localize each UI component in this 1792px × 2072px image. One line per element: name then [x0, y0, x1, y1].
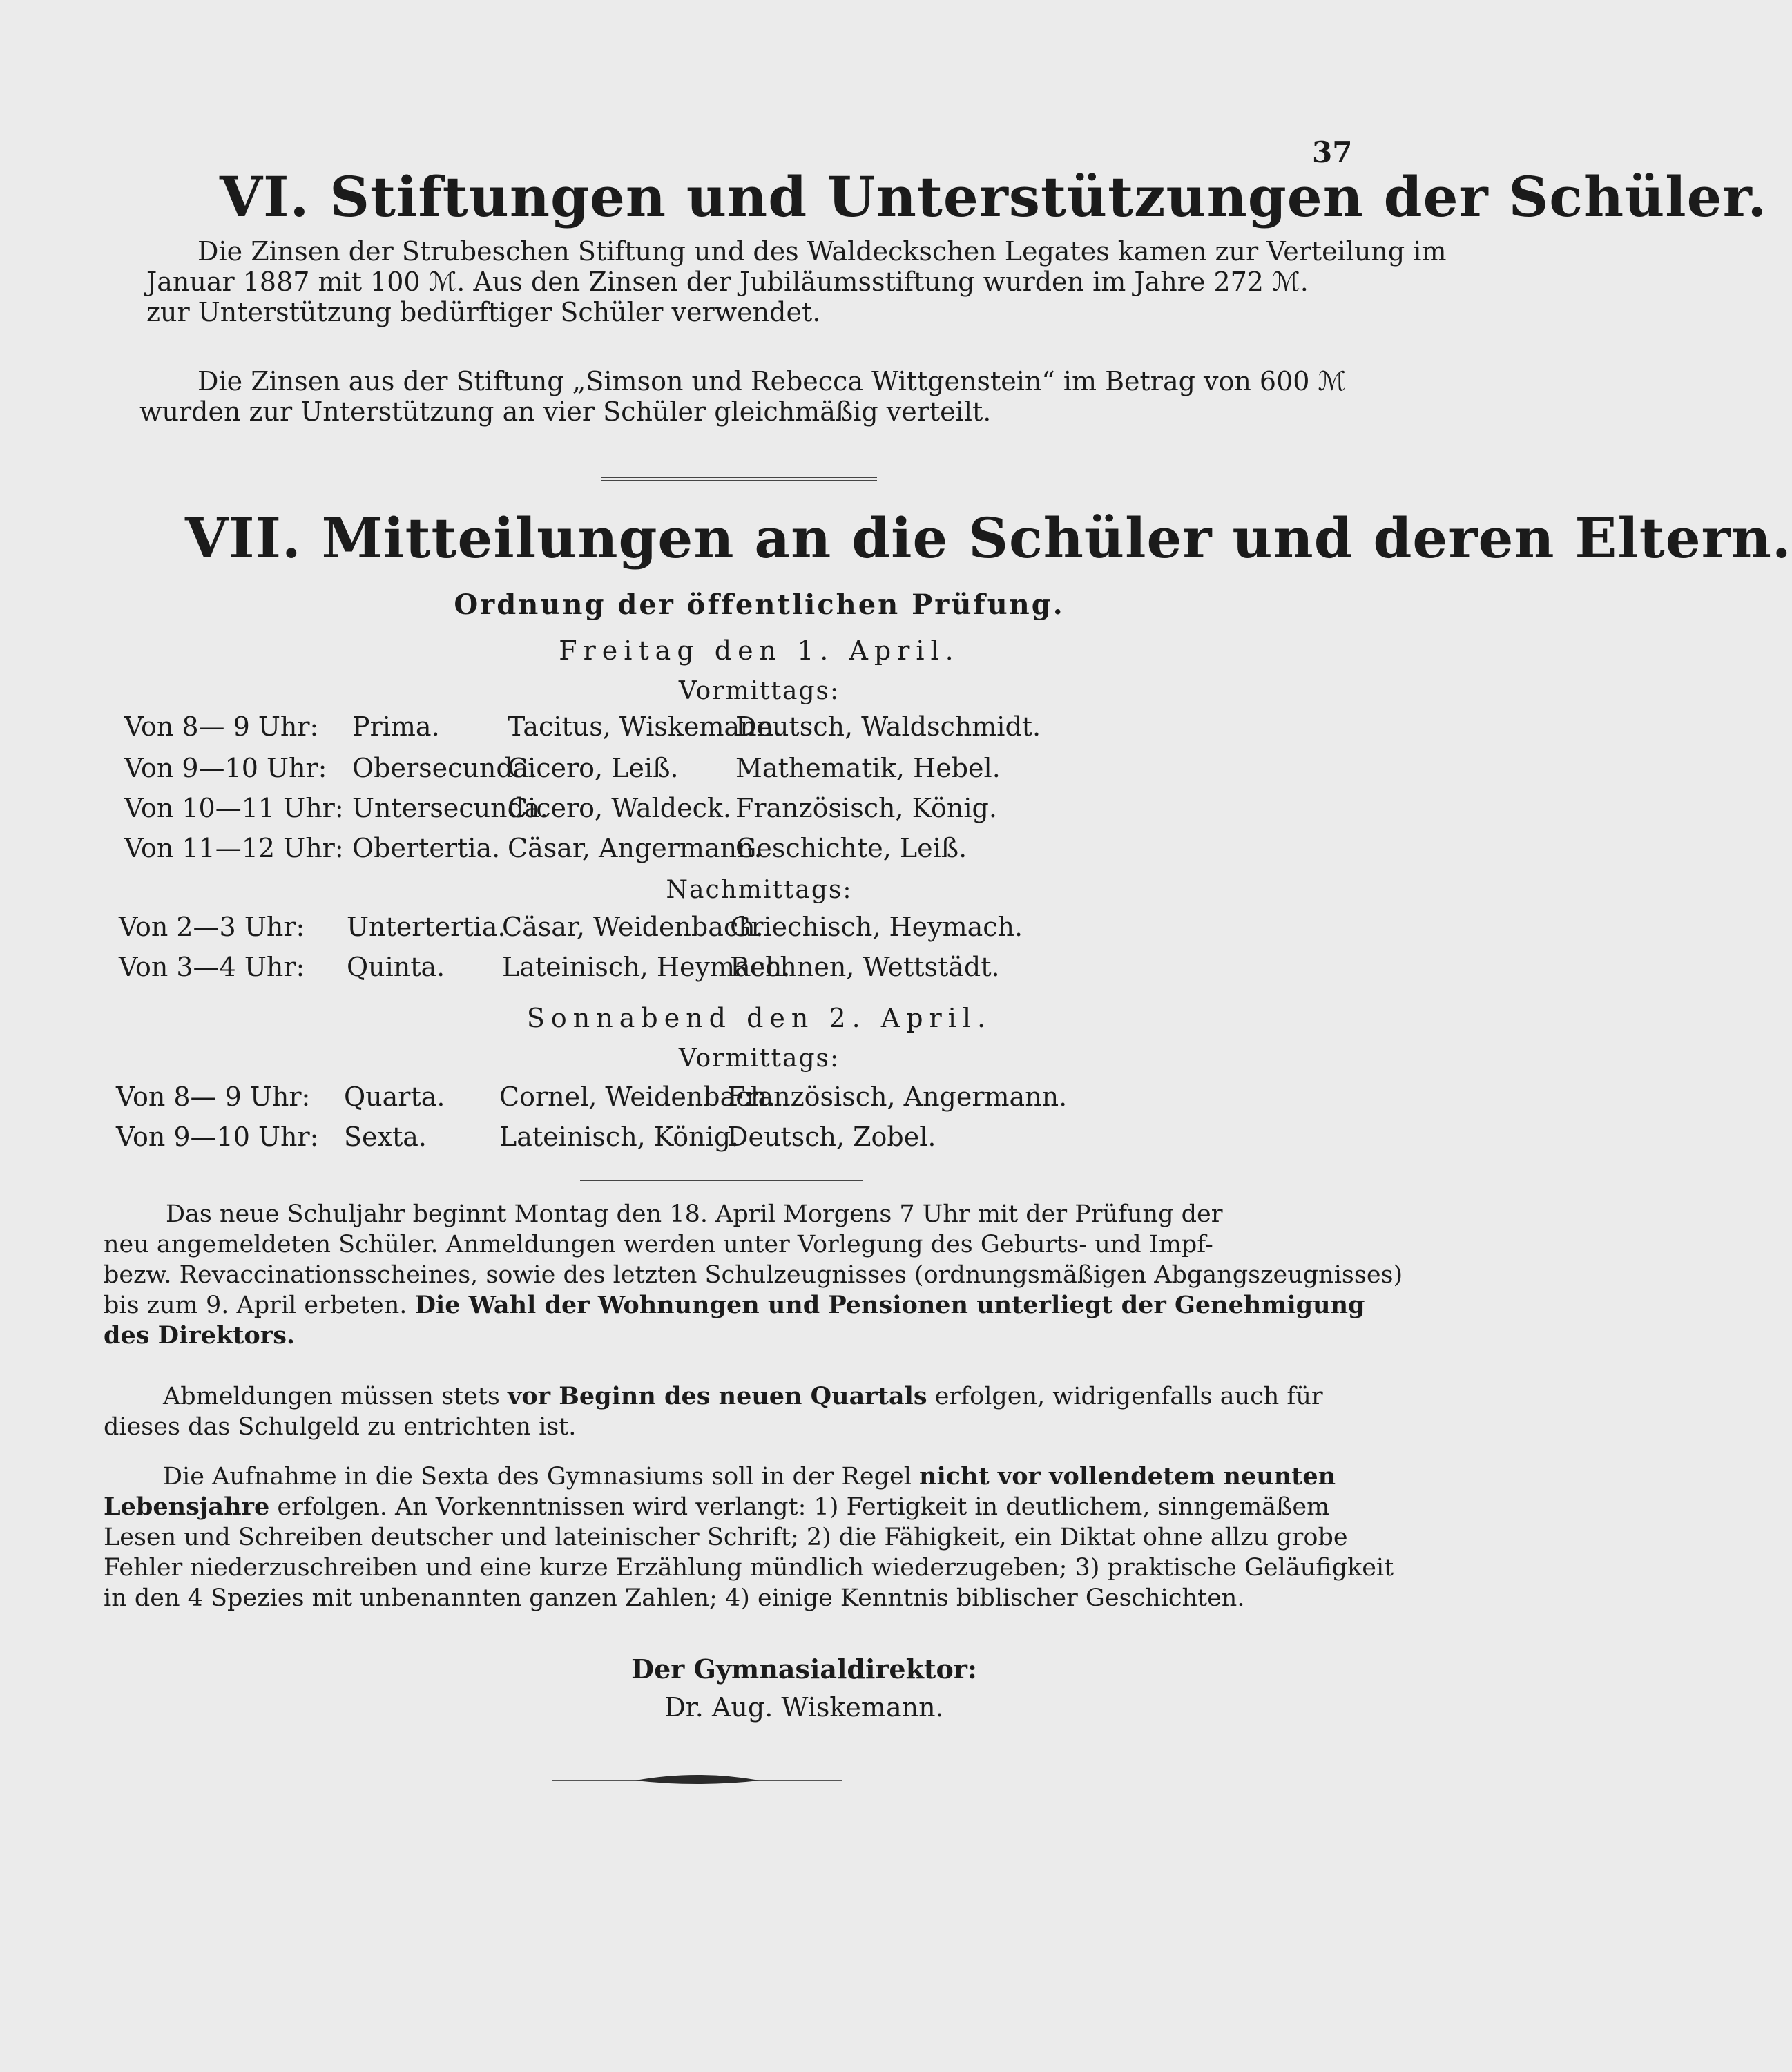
- text: bis zum 9. April erbeten.: [104, 1292, 415, 1319]
- schedule-row: [116, 1122, 936, 1152]
- paragraph-line: Januar 1887 mit 100 ℳ. Aus den Zinsen der Jubiläumsstiftung wurden im Jahre 272 ℳ.: [146, 267, 1309, 297]
- schedule-class: Sexta.: [344, 1122, 427, 1152]
- text: Die Aufnahme in die Sexta des Gymnasiums soll in der Regel: [163, 1463, 920, 1490]
- paragraph-line: [104, 1522, 1348, 1553]
- section-6-heading: VI. Stiftungen und Unterstützungen der Schüler.: [220, 164, 1768, 229]
- schedule-time: Von 8— 9 Uhr:: [116, 1082, 311, 1112]
- paragraph-line: [104, 1583, 1319, 1613]
- schedule-class: Obersecunda.: [352, 753, 537, 783]
- section-6-paragraph-2: [139, 366, 1362, 427]
- emphasis-text: nicht vor vollendetem neunten: [919, 1462, 1336, 1490]
- schedule-subject: Cäsar, Angermann.: [508, 833, 762, 863]
- paragraph-line: [104, 1321, 1319, 1351]
- schedule-subject: Cicero, Waldeck.: [508, 793, 731, 823]
- schedule-class: Prima.: [352, 711, 440, 742]
- paragraph-line: [104, 1381, 1323, 1412]
- paragraph-line: [104, 1553, 1394, 1583]
- text: Fehler niederzuschreiben und eine kurze Erzählung mündlich wiederzugeben; 3) praktische Geläufigkeit: [104, 1554, 1394, 1582]
- paragraph-line: Die Zinsen aus der Stiftung „Simson und Rebecca Wittgenstein“ im Betrag von 600 ℳ: [197, 366, 1347, 396]
- emphasis-text: des Direktors.: [104, 1321, 296, 1350]
- paragraph-line: [104, 1290, 1365, 1321]
- schedule-subject: Deutsch, Zobel.: [727, 1122, 936, 1152]
- day-heading-saturday: Sonnabend den 2. April.: [526, 1003, 992, 1033]
- schedule-row: [124, 753, 1001, 783]
- schedule-subject: Lateinisch, König.: [499, 1122, 740, 1152]
- schedule-subject: Griechisch, Heymach.: [730, 912, 1023, 942]
- notice-paragraph-2: [104, 1381, 1323, 1442]
- schedule-row: [119, 952, 1000, 982]
- schedule-subject: Tacitus, Wiskemann.: [508, 711, 782, 742]
- period-heading-morning: Vormittags:: [678, 1044, 840, 1073]
- schedule-time: Von 11—12 Uhr:: [124, 833, 344, 863]
- schedule-subject: Cornel, Weidenbach.: [499, 1082, 776, 1112]
- section-7-heading: VII. Mitteilungen an die Schüler und deren Eltern.: [185, 506, 1792, 570]
- schedule-time: Von 9—10 Uhr:: [124, 753, 327, 783]
- text: neu angemeldeten Schüler. Anmeldungen werden unter Vorlegung des Geburts- und Impf-: [104, 1231, 1213, 1258]
- schedule-class: Obertertia.: [352, 833, 501, 863]
- text: bezw. Revaccinationsscheines, sowie des letzten Schulzeugnisses (ordnungsmäßigen Abgangszeugnisses): [104, 1261, 1403, 1289]
- schedule-row: [124, 793, 997, 823]
- section-6-paragraph-1: [146, 236, 1447, 327]
- schedule-class: Untertertia.: [347, 912, 506, 942]
- paragraph-line: wurden zur Unterstützung an vier Schüler gleichmäßig verteilt.: [139, 396, 992, 427]
- page-number: 37: [1312, 135, 1353, 169]
- emphasis-text: Die Wahl der Wohnungen und Pensionen unterliegt der Genehmigung: [414, 1291, 1365, 1319]
- schedule-row: [116, 1082, 1067, 1112]
- schedule-subject: Französisch, König.: [735, 793, 997, 823]
- text: dieses das Schulgeld zu entrichten ist.: [104, 1413, 577, 1441]
- schedule-time: Von 8— 9 Uhr:: [124, 711, 319, 742]
- text: in den 4 Spezies mit unbenannten ganzen Zahlen; 4) einige Kenntnis biblischer Geschichten.: [104, 1584, 1245, 1612]
- section-divider: [580, 1180, 863, 1181]
- text: Lesen und Schreiben deutscher und lateinischer Schrift; 2) die Fähigkeit, ein Diktat ohne allzu grobe: [104, 1524, 1348, 1551]
- schedule-subject: Cicero, Leiß.: [508, 753, 679, 783]
- schedule-class: Quarta.: [344, 1082, 445, 1112]
- day-heading-friday: Freitag den 1. April.: [559, 635, 960, 666]
- ornamental-divider: [552, 1768, 842, 1789]
- schedule-subject: Lateinisch, Heymach.: [502, 952, 791, 982]
- schedule-subject: Cäsar, Weidenbach.: [502, 912, 764, 942]
- schedule-row: [124, 711, 1041, 742]
- schedule-subject: Geschichte, Leiß.: [735, 833, 967, 863]
- period-heading-afternoon: Nachmittags:: [666, 876, 853, 904]
- schedule-class: Untersecunda.: [352, 793, 548, 823]
- emphasis-text: vor Beginn des neuen Quartals: [507, 1382, 927, 1410]
- schedule-time: Von 2—3 Uhr:: [119, 912, 305, 942]
- schedule-class: Quinta.: [347, 952, 445, 982]
- paragraph-line: [104, 1199, 1319, 1229]
- schedule-row: [119, 912, 1023, 942]
- paragraph-line: [104, 1260, 1403, 1290]
- schedule-time: Von 10—11 Uhr:: [124, 793, 344, 823]
- text: Abmeldungen müssen stets: [163, 1383, 508, 1410]
- schedule-time: Von 3—4 Uhr:: [119, 952, 305, 982]
- notice-paragraph-3: [104, 1461, 1394, 1613]
- period-heading-morning: Vormittags:: [678, 677, 840, 705]
- exam-schedule-heading: Ordnung der öffentlichen Prüfung.: [454, 588, 1065, 621]
- paragraph-line: [104, 1412, 1319, 1442]
- signature-name: Dr. Aug. Wiskemann.: [664, 1692, 944, 1723]
- text: erfolgen, widrigenfalls auch für: [927, 1383, 1323, 1410]
- signature-title: Der Gymnasialdirektor:: [631, 1653, 977, 1685]
- notice-paragraph-1: [104, 1199, 1403, 1351]
- schedule-row: [124, 833, 967, 863]
- paragraph-line: [104, 1461, 1336, 1492]
- text: erfolgen. An Vorkenntnissen wird verlangt: 1) Fertigkeit in deutlichem, sinngemäßem: [269, 1493, 1330, 1521]
- text: Das neue Schuljahr beginnt Montag den 18. April Morgens 7 Uhr mit der Prüfung der: [166, 1200, 1223, 1228]
- section-divider: [601, 477, 877, 481]
- schedule-subject: Rechnen, Wettstädt.: [730, 952, 1000, 982]
- schedule-subject: Französisch, Angermann.: [727, 1082, 1068, 1112]
- emphasis-text: Lebensjahre: [104, 1493, 270, 1521]
- schedule-subject: Deutsch, Waldschmidt.: [735, 711, 1041, 742]
- schedule-subject: Mathematik, Hebel.: [735, 753, 1001, 783]
- paragraph-line: Die Zinsen der Strubeschen Stiftung und des Waldeckschen Legates kamen zur Verteilung im: [197, 236, 1447, 267]
- paragraph-line: [104, 1492, 1330, 1522]
- paragraph-line: zur Unterstützung bedürftiger Schüler verwendet.: [146, 297, 821, 327]
- paragraph-line: [104, 1229, 1319, 1260]
- schedule-time: Von 9—10 Uhr:: [116, 1122, 319, 1152]
